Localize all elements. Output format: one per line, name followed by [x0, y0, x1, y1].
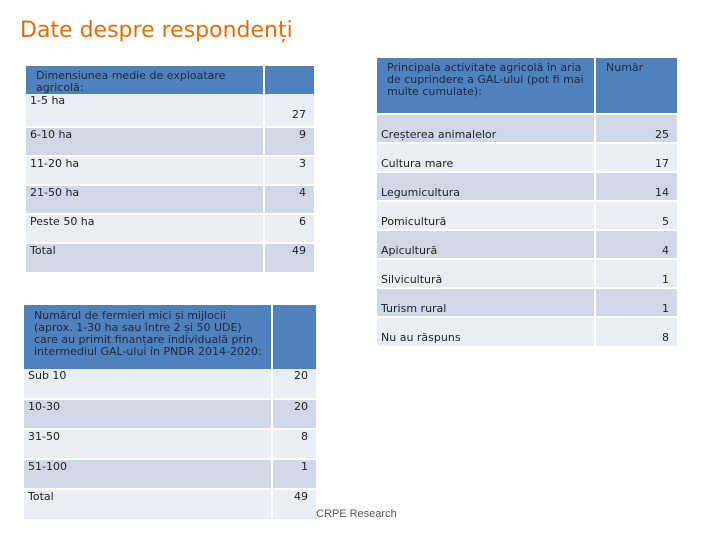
- table-row: [377, 201, 677, 230]
- row-label: 10-30: [24, 399, 272, 429]
- table-row: [26, 156, 314, 185]
- farmers-header-row: [24, 305, 316, 369]
- row-value: 20: [272, 399, 316, 429]
- table-row: [26, 127, 314, 156]
- row-label: 11-20 ha: [26, 156, 264, 185]
- row-label: Turism rural: [377, 288, 595, 317]
- row-value: 14: [595, 172, 677, 201]
- table-row: [26, 185, 314, 214]
- table-row: [377, 259, 677, 288]
- table-row: [24, 399, 316, 429]
- farmers-table: [24, 305, 316, 519]
- row-value: 5: [595, 201, 677, 230]
- row-value: 4: [264, 185, 314, 214]
- table-row: [26, 243, 314, 272]
- row-label: 6-10 ha: [26, 127, 264, 156]
- row-value: 9: [264, 127, 314, 156]
- row-label: 51-100: [24, 459, 272, 489]
- row-value: 49: [264, 243, 314, 272]
- activity-count-header: Număr: [595, 58, 677, 114]
- row-label: Creșterea animalelor: [377, 114, 595, 143]
- row-label: Sub 10: [24, 369, 272, 399]
- table-row: [377, 172, 677, 201]
- farm-size-header-value: [264, 66, 314, 94]
- table-row: [377, 143, 677, 172]
- table-row: [377, 114, 677, 143]
- table-row: [24, 429, 316, 459]
- farm-size-header-row: [26, 66, 314, 94]
- row-value: 8: [272, 429, 316, 459]
- row-label: Apicultură: [377, 230, 595, 259]
- row-value: 8: [595, 317, 677, 346]
- row-label: Peste 50 ha: [26, 214, 264, 243]
- row-label: Total: [26, 243, 264, 272]
- row-label: Nu au răspuns: [377, 317, 595, 346]
- row-label: Total: [24, 489, 272, 519]
- row-value: 1: [595, 259, 677, 288]
- table-row: [377, 288, 677, 317]
- row-label: Legumicultura: [377, 172, 595, 201]
- row-label: Cultura mare: [377, 143, 595, 172]
- farmers-header-value: [272, 305, 316, 369]
- activity-table: [377, 58, 677, 346]
- row-label: Silvicultură: [377, 259, 595, 288]
- row-value: 4: [595, 230, 677, 259]
- row-value: 49: [272, 489, 316, 519]
- row-label: Pomicultură: [377, 201, 595, 230]
- row-value: 27: [264, 94, 314, 127]
- table-row: [377, 230, 677, 259]
- table-row: [377, 317, 677, 346]
- activity-header: Principala activitate agricolă în aria de cuprindere a GAL-ului (pot fi mai multe cumulate):: [377, 58, 595, 114]
- table-row: [24, 369, 316, 399]
- row-value: 6: [264, 214, 314, 243]
- row-label: 31-50: [24, 429, 272, 459]
- farm-size-table: [26, 66, 314, 272]
- table-row: [26, 214, 314, 243]
- row-value: 1: [595, 288, 677, 317]
- row-value: 3: [264, 156, 314, 185]
- row-value: 25: [595, 114, 677, 143]
- row-value: 1: [272, 459, 316, 489]
- source-credit: CRPE Research: [316, 508, 397, 520]
- row-label: 1-5 ha: [26, 94, 264, 127]
- table-row: [24, 459, 316, 489]
- farmers-header: Numărul de fermieri mici și mijlocii (aprox. 1-30 ha sau între 2 și 50 UDE) care au primit finanțare individuală prin intermediul GAL-ului în PNDR 2014-2020:: [24, 305, 272, 369]
- row-value: 17: [595, 143, 677, 172]
- table-row: [24, 489, 316, 519]
- farm-size-header: Dimensiunea medie de exploatare agricolă:: [26, 66, 264, 94]
- row-label: 21-50 ha: [26, 185, 264, 214]
- row-value: 20: [272, 369, 316, 399]
- table-row: [26, 94, 314, 127]
- page-title: Date despre respondenți: [20, 18, 293, 43]
- activity-header-row: [377, 58, 677, 114]
